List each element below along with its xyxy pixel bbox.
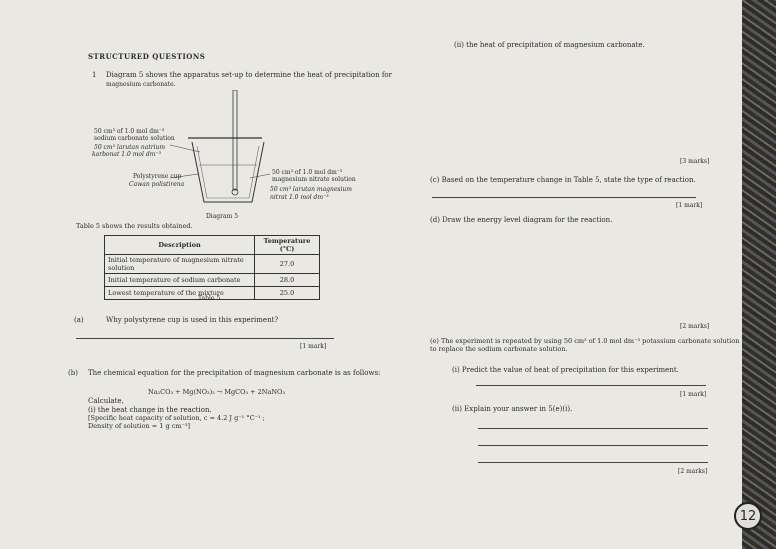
question-number: 1 [92,71,97,79]
table-cell-description: Lowest temperature of the mixture [105,287,255,300]
answer-line-e-i[interactable] [476,385,706,386]
background-gravel [742,0,776,549]
calculate-part-i: (i) the heat change in the reaction. [88,406,212,414]
question-e-line-1: (e) The experiment is repeated by using 50 cm³ of 1.0 mol dm⁻³ potassium carbonate solution [430,337,740,345]
table-cell-description: Initial temperature of sodium carbonate [105,274,255,287]
diagram-caption: Diagram 5 [206,213,239,220]
question-b-label: (b) [68,369,78,377]
table-row [105,274,320,287]
question-intro-line-1: Diagram 5 shows the apparatus set-up to determine the heat of precipitation for [106,71,392,79]
label-sodium-carbonate-2: sodium carbonate solution [94,135,175,142]
table-cell-temperature: 25.0 [255,287,320,300]
cup-inner-wall [197,146,259,198]
table-caption: Table 5 [198,295,221,302]
question-a-text: Why polystyrene cup is used in this experiment? [106,316,279,324]
question-e-line-2: to replace the sodium carbonate solution. [430,345,568,353]
question-e-ii-mark: [2 marks] [678,468,708,475]
label-magnesium-nitrate-2: magnesium nitrate solution [272,176,356,183]
question-c-mark: [1 mark] [676,202,703,209]
question-d-mark: [2 marks] [680,323,710,330]
answer-line-e-ii-1[interactable] [478,428,708,429]
chemical-equation: Na₂CO₃ + Mg(NO₃)₂ → MgCO₃ + 2NaNO₃ [148,388,285,396]
question-b-ii: (ii) the heat of precipitation of magnesium carbonate. [454,41,645,49]
page-number: 12 [734,502,762,530]
table-header-temperature: Temperature (°C) [255,236,320,255]
specific-heat-capacity: [Specific heat capacity of solution, c = 4.2 J g⁻¹ °C⁻¹ ; [88,414,265,422]
apparatus-diagram [170,90,280,215]
answer-line-c[interactable] [432,197,696,198]
calculate-label: Calculate, [88,397,124,405]
question-a-label: (a) [74,316,84,324]
pointer-na [170,145,200,152]
table-intro: Table 5 shows the results obtained. [76,222,193,230]
answer-line-e-ii-3[interactable] [478,462,708,463]
label-sodium-carbonate-3: 50 cm³ larutan natrium [94,144,166,151]
label-sodium-carbonate-1: 50 cm³ of 1.0 mol dm⁻³ [94,128,165,135]
table-cell-temperature: 28.0 [255,274,320,287]
table-cell-description: Initial temperature of magnesium nitrate solution [105,255,255,274]
table-header-description: Description [105,236,255,255]
table-cell-temperature: 27.0 [255,255,320,274]
density-of-solution: Density of solution = 1 g cm⁻³] [88,422,191,430]
results-table [104,235,320,300]
label-magnesium-nitrate-3: 50 cm³ larutan magnesium [270,186,352,193]
label-cup-2: Cawan polistirena [129,181,185,188]
answer-line-a[interactable] [76,338,334,339]
label-sodium-carbonate-4: karbonat 1.0 mol dm⁻³ [92,151,161,158]
question-d-text: (d) Draw the energy level diagram for the reaction. [430,216,613,224]
table-header-row [105,236,320,255]
question-e-i-mark: [1 mark] [680,391,707,398]
label-cup-1: Polystyrene cup [133,173,182,180]
polystyrene-cup [192,142,264,202]
answer-line-e-ii-2[interactable] [478,445,708,446]
question-e-i: (i) Predict the value of heat of precipitation for this experiment. [452,366,679,374]
section-title: STRUCTURED QUESTIONS [88,52,206,61]
question-c-text: (c) Based on the temperature change in Table 5, state the type of reaction. [430,176,696,184]
question-intro-line-2: magnesium carbonate. [106,81,176,88]
table-row [105,255,320,274]
question-b-mark: [3 marks] [680,158,710,165]
question-a-mark: [1 mark] [300,343,327,350]
question-e-ii: (ii) Explain your answer in 5(e)(i). [452,405,573,413]
label-magnesium-nitrate-1: 50 cm³ of 1.0 mol dm⁻³ [272,169,343,176]
question-b-text: The chemical equation for the precipitation of magnesium carbonate is as follows: [88,369,381,377]
thermometer [233,90,237,190]
label-magnesium-nitrate-4: nitrat 1.0 mol dm⁻³ [270,194,329,201]
